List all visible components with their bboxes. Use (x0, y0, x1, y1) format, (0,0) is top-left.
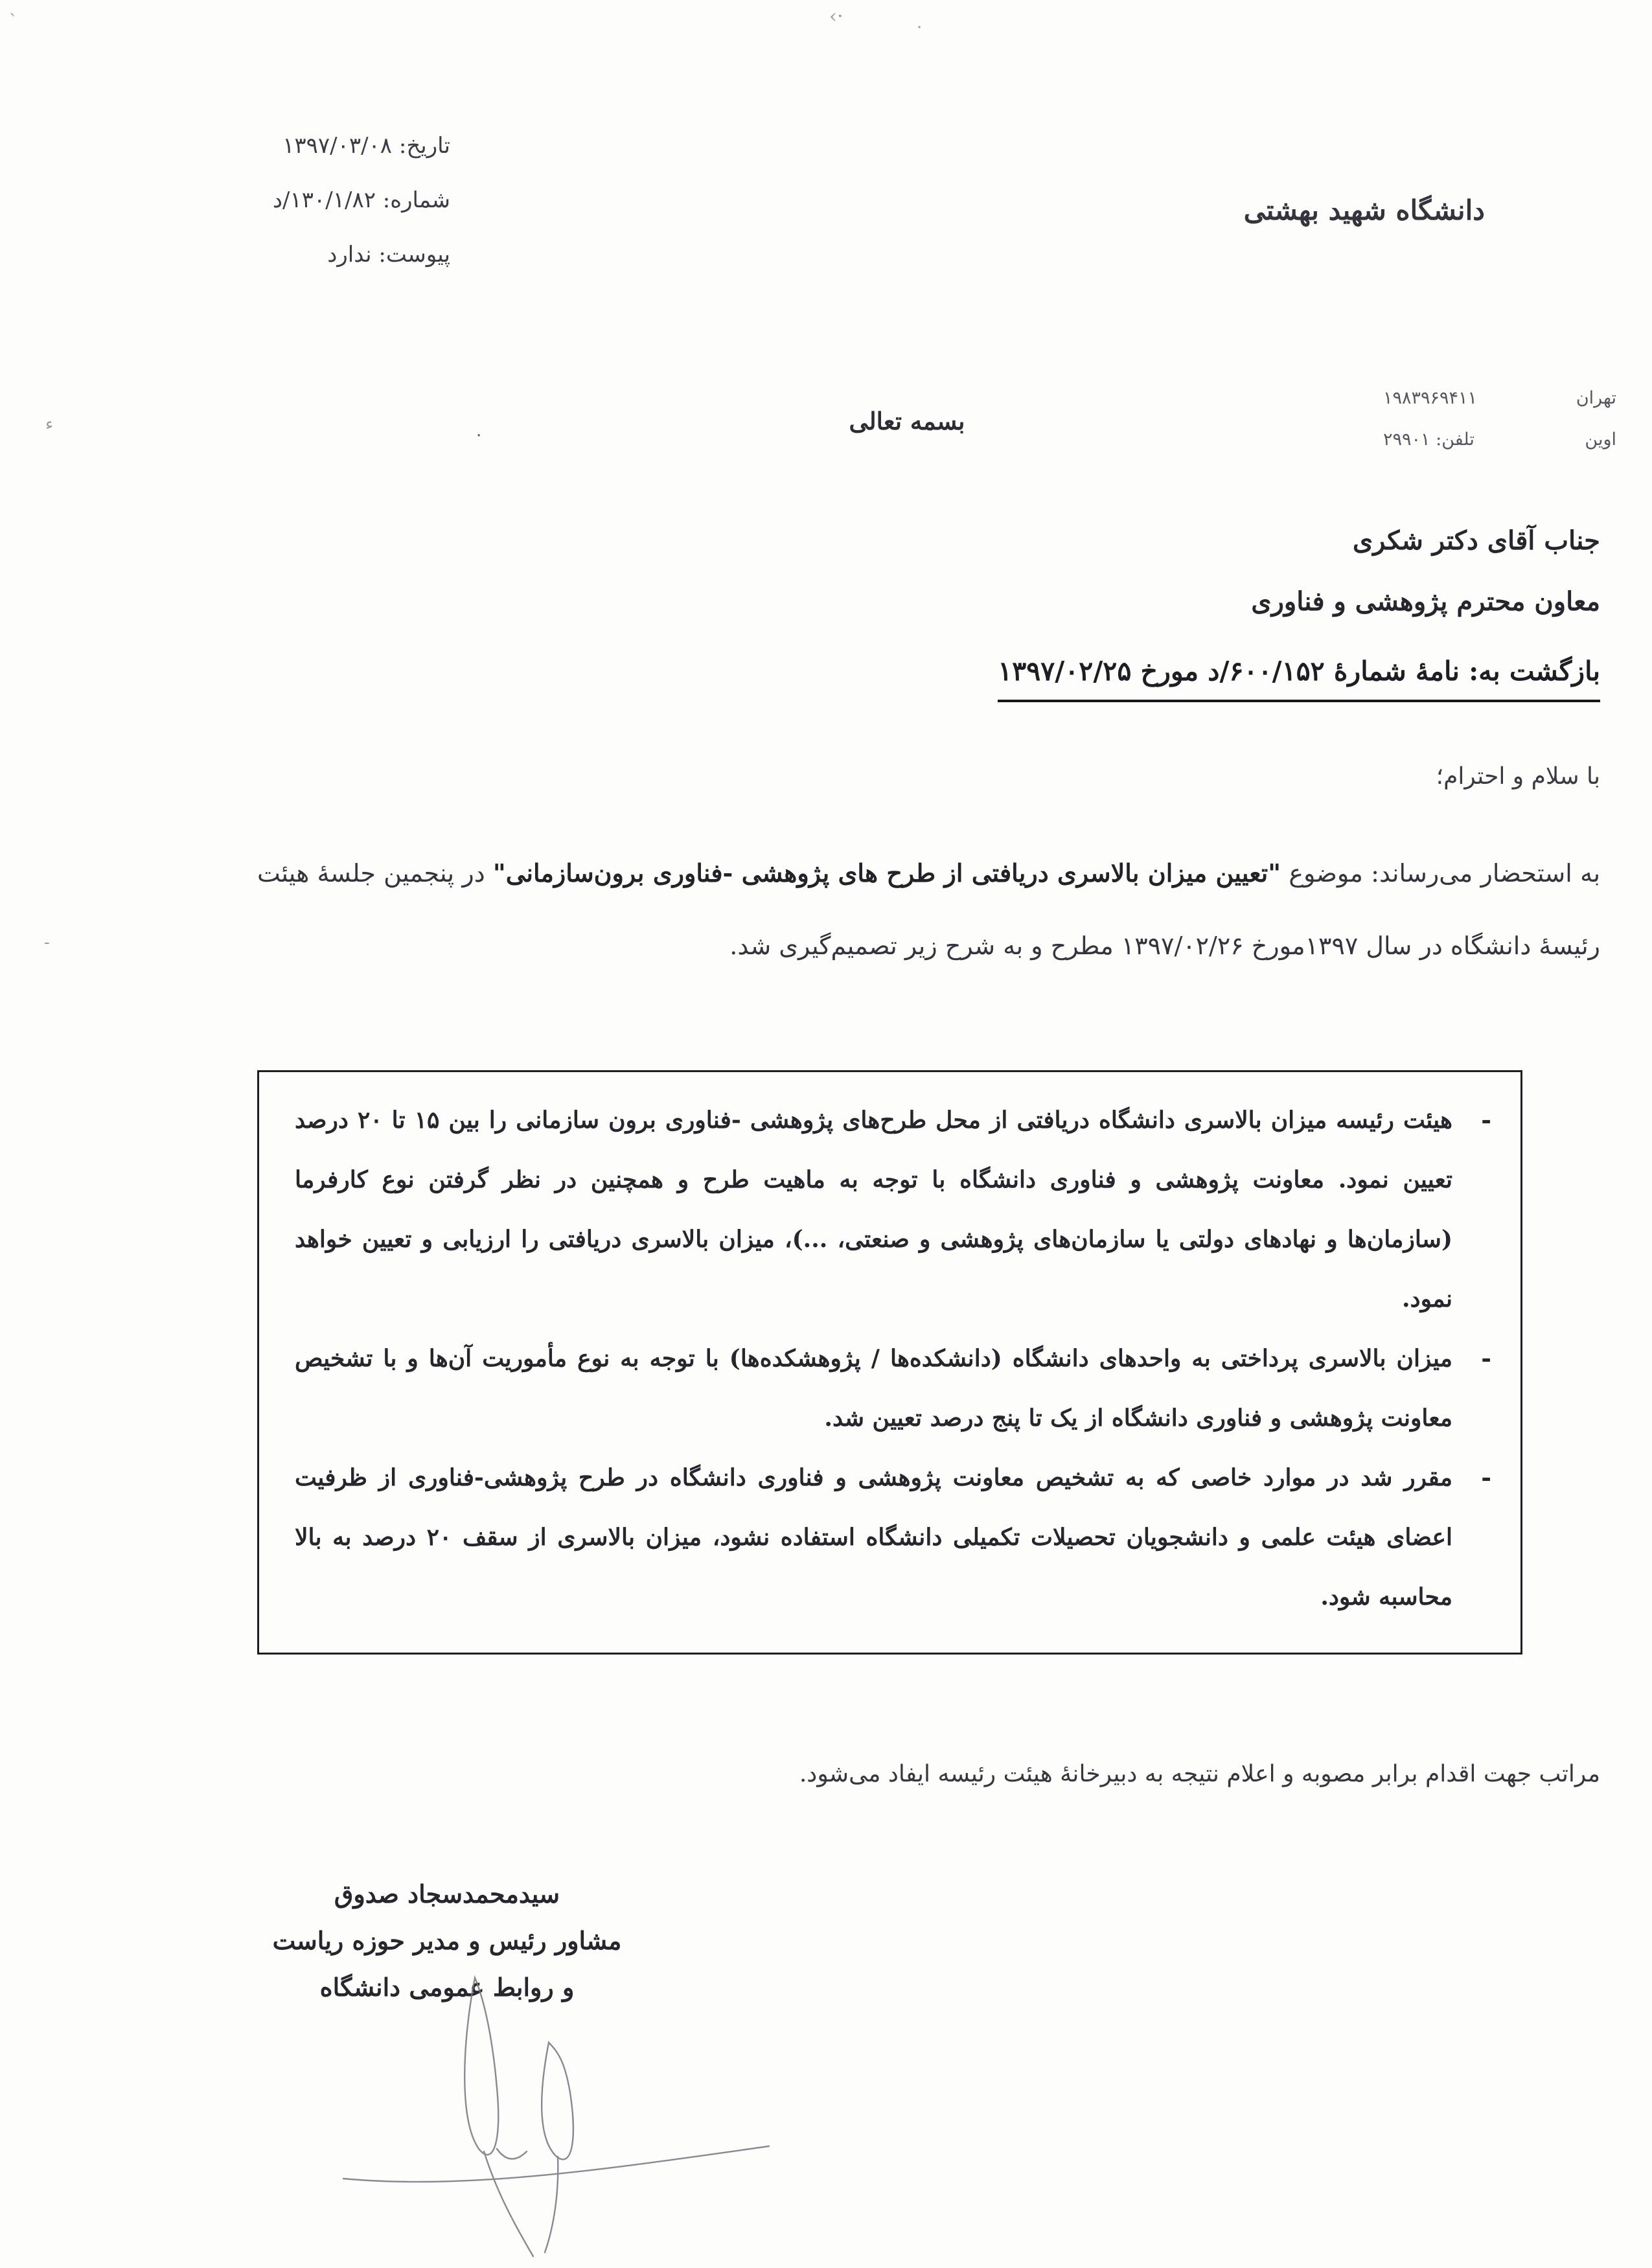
letter-date: تاریخ: ۱۳۹۷/۰۳/۰۸ (282, 133, 450, 159)
handwritten-signature (334, 1960, 787, 2264)
dash-marker: - (1481, 1344, 1491, 1373)
scan-artifact: . (476, 421, 482, 441)
contact-phone: تلفن: ۲۹۹۰۱ (1383, 430, 1474, 450)
letter-number: شماره: ۱۳۰/۱/۸۲/د (272, 187, 450, 213)
contact-city: تهران (1576, 388, 1616, 408)
closing-line: مراتب جهت اقدام برابر مصوبه و اعلام نتیجه به دبیرخانۀ هیئت رئیسه ایفاد می‌شود. (799, 1761, 1600, 1787)
intro-paragraph (257, 837, 1600, 982)
recipient-block (1251, 510, 1600, 632)
salutation: با سلام و احترام؛ (1436, 763, 1600, 790)
signature-title-1: مشاور رئیس و مدیر حوزه ریاست (272, 1926, 622, 1955)
contact-postal-code: ۱۹۸۳۹۶۹۴۱۱ (1383, 388, 1478, 408)
dash-marker: - (1481, 1463, 1491, 1492)
resolution-text: میزان بالاسری پرداختی به واحدهای دانشگاه (دانشکده‌ها / پژوهشکده‌ها) با توجه به نوع مأموریت آن‌ها و با تشخیص معاونت پژوهشی و فناوری دانشگاه از یک تا پنج درصد تعیین شد. (295, 1345, 1452, 1432)
intro-subject: "تعیین میزان بالاسری دریافتی از طرح های پژوهشی -فناوری برون‌سازمانی" (492, 858, 1281, 888)
resolution-item (295, 1448, 1491, 1627)
letterhead-contact (1383, 378, 1616, 461)
recipient-title: معاون محترم پژوهشی و فناوری (1251, 586, 1600, 617)
signature-title-2: و روابط عمومی دانشگاه (319, 1973, 575, 2002)
scan-artifact: ·› (829, 5, 843, 28)
scan-artifact: - (44, 933, 50, 952)
resolution-text: هیئت رئیسه میزان بالاسری دانشگاه دریافتی از محل طرح‌های پژوهشی -فناوری برون سازمانی را بین ۱۵ تا ۲۰ درصد تعیین نمود. معاونت پژوهشی و فناوری دانشگاه با توجه به ماهیت طرح و همچنین در نظر گرفتن نوع کارفرما (سازمان‌ها و نهادهای دولتی یا سازمان‌های پژوهشی و صنعتی، ...)، میزان بالاسری دریافتی را ارزیابی و تعیین خواهد نمود. (295, 1106, 1453, 1312)
reference-text: بازگشت به: نامۀ شمارۀ ۶۰۰/۱۵۲/د مورخ ۱۳۹۷/۰۲/۲۵ (998, 656, 1600, 702)
resolution-item (295, 1329, 1491, 1448)
intro-suffix: در پنجمین جلسۀ هیئت رئیسۀ دانشگاه در سال ۱۳۹۷مورخ ۱۳۹۷/۰۲/۲۶ مطرح و به شرح زیر تصمیم‌گیری شد. (257, 859, 1600, 960)
resolution-item (295, 1090, 1491, 1329)
reference-line (998, 656, 1600, 702)
besmeleh: بسمه تعالی (849, 407, 965, 435)
university-name: دانشگاه شهید بهشتی (1243, 194, 1485, 226)
dash-marker: - (1481, 1105, 1491, 1134)
contact-district: اوین (1585, 430, 1616, 450)
scan-artifact: ` (9, 12, 17, 31)
scan-artifact: ء (45, 415, 54, 434)
resolution-text: مقرر شد در موارد خاصی که به تشخیص معاونت پژوهشی و فناوری دانشگاه در طرح پژوهشی-فناوری از ظرفیت اعضای هیئت علمی و دانشجویان تحصیلات تکمیلی دانشگاه استفاده نشود، میزان بالاسری از سقف ۲۰ درصد به بالا محاسبه شود. (295, 1464, 1452, 1610)
letter-attachment: پیوست: ندارد (327, 242, 450, 268)
recipient-name: جناب آقای دکتر شکری (1352, 525, 1600, 556)
signature-name: سیدمحمدسجاد صدوق (334, 1879, 560, 1908)
scan-artifact: · (917, 18, 923, 38)
intro-prefix: به استحضار می‌رساند: موضوع (1281, 859, 1601, 888)
letter-meta-block (185, 119, 450, 282)
resolutions-box (257, 1070, 1522, 1655)
